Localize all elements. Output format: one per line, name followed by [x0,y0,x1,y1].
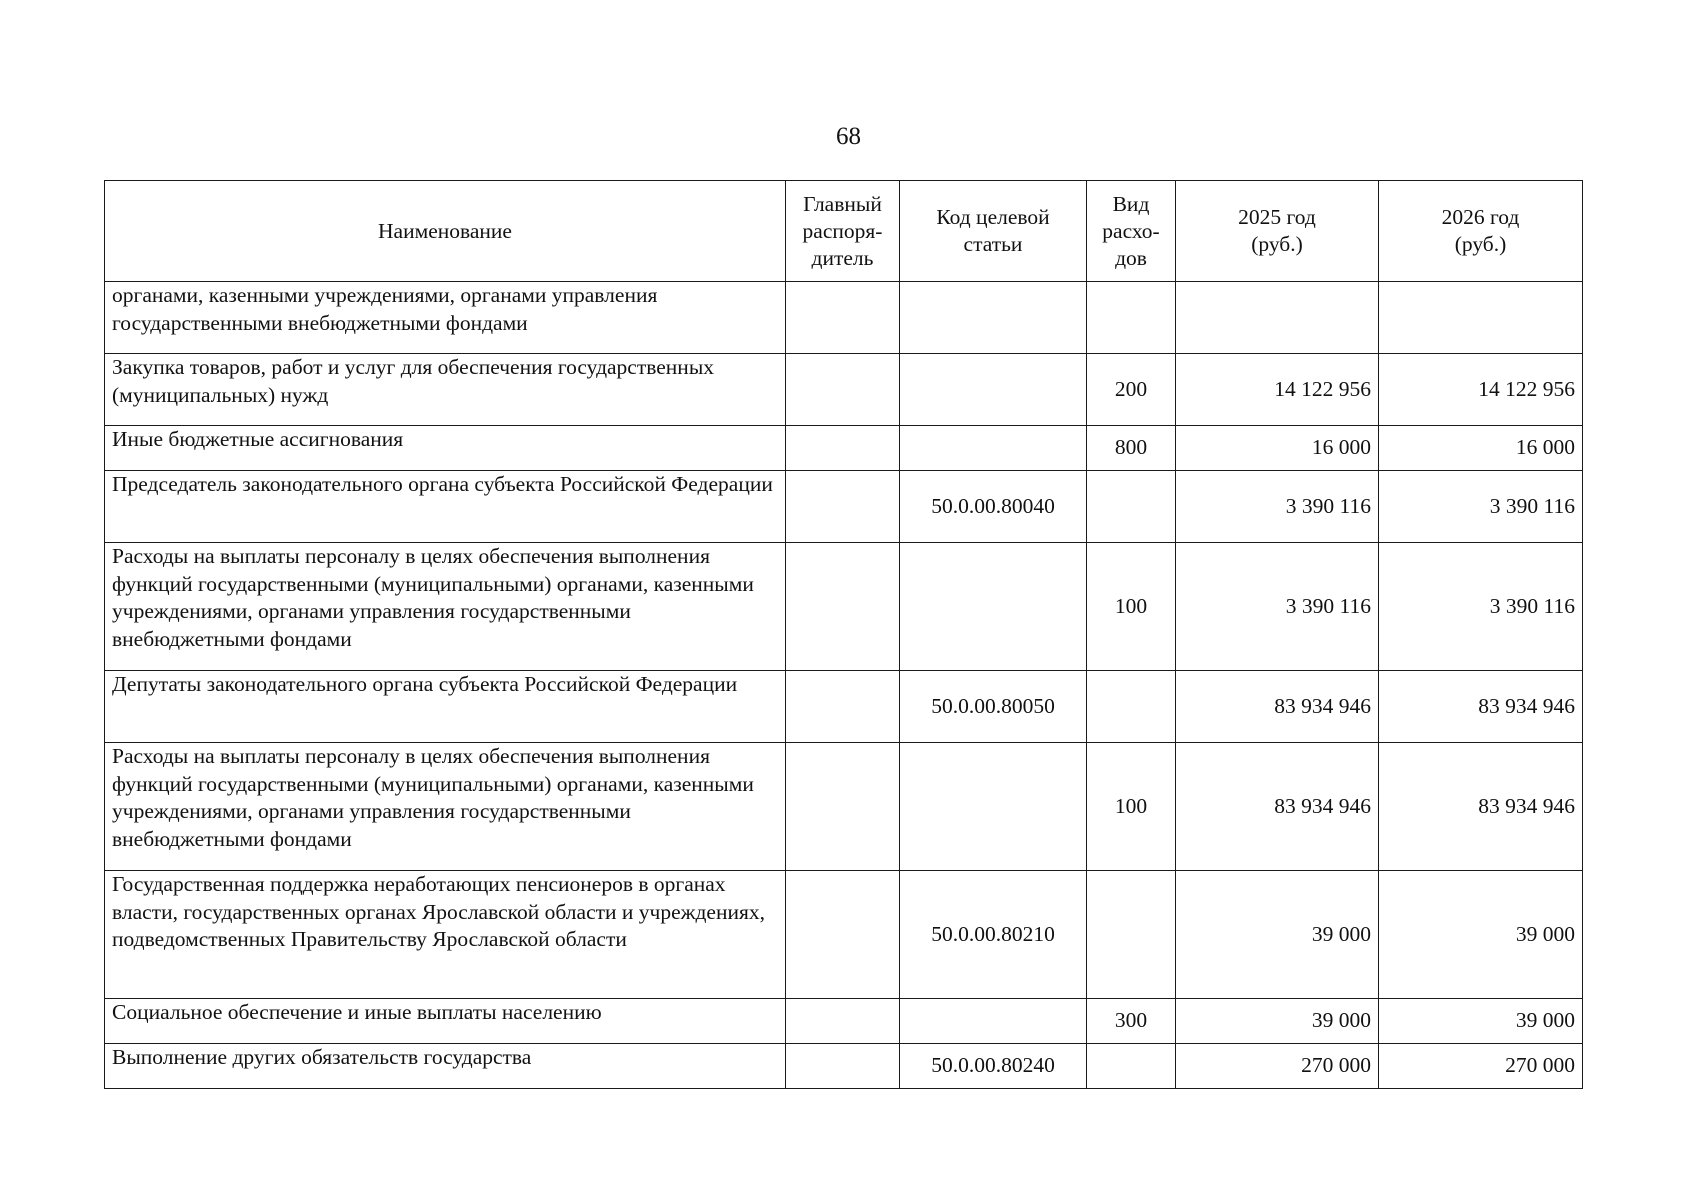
row-name: Расходы на выплаты персоналу в целях обеспечения выполнения функций государственными (муниципальными) органами, казенными учреждениями, органами управления государственными внебюджетными фондами [105,543,786,671]
row-code [900,282,1087,354]
row-code: 50.0.00.80240 [900,1044,1087,1089]
row-manager [786,743,900,871]
row-name: органами, казенными учреждениями, органами управления государственными внебюджетными фондами [105,282,786,354]
table-row [105,426,1583,471]
row-manager [786,471,900,543]
row-2026: 83 934 946 [1379,743,1583,871]
header-2025: 2025 год (руб.) [1176,181,1379,282]
header-name: Наименование [105,181,786,282]
row-expense-type [1087,671,1176,743]
row-name: Председатель законодательного органа субъекта Российской Федерации [105,471,786,543]
budget-table [104,180,1583,1089]
row-manager [786,543,900,671]
row-manager [786,282,900,354]
row-2025: 39 000 [1176,999,1379,1044]
page-number: 68 [836,123,861,150]
row-expense-type [1087,1044,1176,1089]
row-2026: 3 390 116 [1379,543,1583,671]
row-2026: 83 934 946 [1379,671,1583,743]
row-name: Социальное обеспечение и иные выплаты населению [105,999,786,1044]
row-name: Государственная поддержка неработающих пенсионеров в органах власти, государственных органах Ярославской области и учреждениях, подведомственных Правительству Ярославской области [105,871,786,999]
table-row [105,354,1583,426]
row-2025: 14 122 956 [1176,354,1379,426]
row-2026: 16 000 [1379,426,1583,471]
row-2025: 39 000 [1176,871,1379,999]
row-2026: 39 000 [1379,999,1583,1044]
row-manager [786,426,900,471]
row-2025: 270 000 [1176,1044,1379,1089]
header-2026: 2026 год (руб.) [1379,181,1583,282]
table-header-row [105,181,1583,282]
header-manager: Главный распоря-дитель [786,181,900,282]
row-expense-type [1087,871,1176,999]
row-2025: 16 000 [1176,426,1379,471]
table-row [105,671,1583,743]
row-code [900,999,1087,1044]
table-row [105,999,1583,1044]
row-2026 [1379,282,1583,354]
row-expense-type: 100 [1087,543,1176,671]
row-2026: 14 122 956 [1379,354,1583,426]
table-row [105,743,1583,871]
header-expense-type: Вид расхо-дов [1087,181,1176,282]
row-2025: 3 390 116 [1176,543,1379,671]
row-2025 [1176,282,1379,354]
row-2025: 3 390 116 [1176,471,1379,543]
row-manager [786,1044,900,1089]
row-2026: 3 390 116 [1379,471,1583,543]
row-2025: 83 934 946 [1176,743,1379,871]
table-row [105,282,1583,354]
row-2025: 83 934 946 [1176,671,1379,743]
row-name: Депутаты законодательного органа субъекта Российской Федерации [105,671,786,743]
row-expense-type: 300 [1087,999,1176,1044]
row-manager [786,354,900,426]
row-code [900,543,1087,671]
row-expense-type: 200 [1087,354,1176,426]
row-expense-type [1087,282,1176,354]
row-code [900,743,1087,871]
row-expense-type: 800 [1087,426,1176,471]
row-code: 50.0.00.80050 [900,671,1087,743]
table-row [105,871,1583,999]
row-code [900,426,1087,471]
row-name: Иные бюджетные ассигнования [105,426,786,471]
table-row [105,1044,1583,1089]
row-name: Закупка товаров, работ и услуг для обеспечения государственных (муниципальных) нужд [105,354,786,426]
row-manager [786,871,900,999]
row-expense-type: 100 [1087,743,1176,871]
table-row [105,543,1583,671]
row-name: Расходы на выплаты персоналу в целях обеспечения выполнения функций государственными (муниципальными) органами, казенными учреждениями, органами управления государственными внебюджетными фондами [105,743,786,871]
row-2026: 39 000 [1379,871,1583,999]
row-code [900,354,1087,426]
row-expense-type [1087,471,1176,543]
row-manager [786,999,900,1044]
table-row [105,471,1583,543]
row-2026: 270 000 [1379,1044,1583,1089]
row-manager [786,671,900,743]
row-code: 50.0.00.80040 [900,471,1087,543]
header-code: Код целевой статьи [900,181,1087,282]
row-name: Выполнение других обязательств государства [105,1044,786,1089]
row-code: 50.0.00.80210 [900,871,1087,999]
